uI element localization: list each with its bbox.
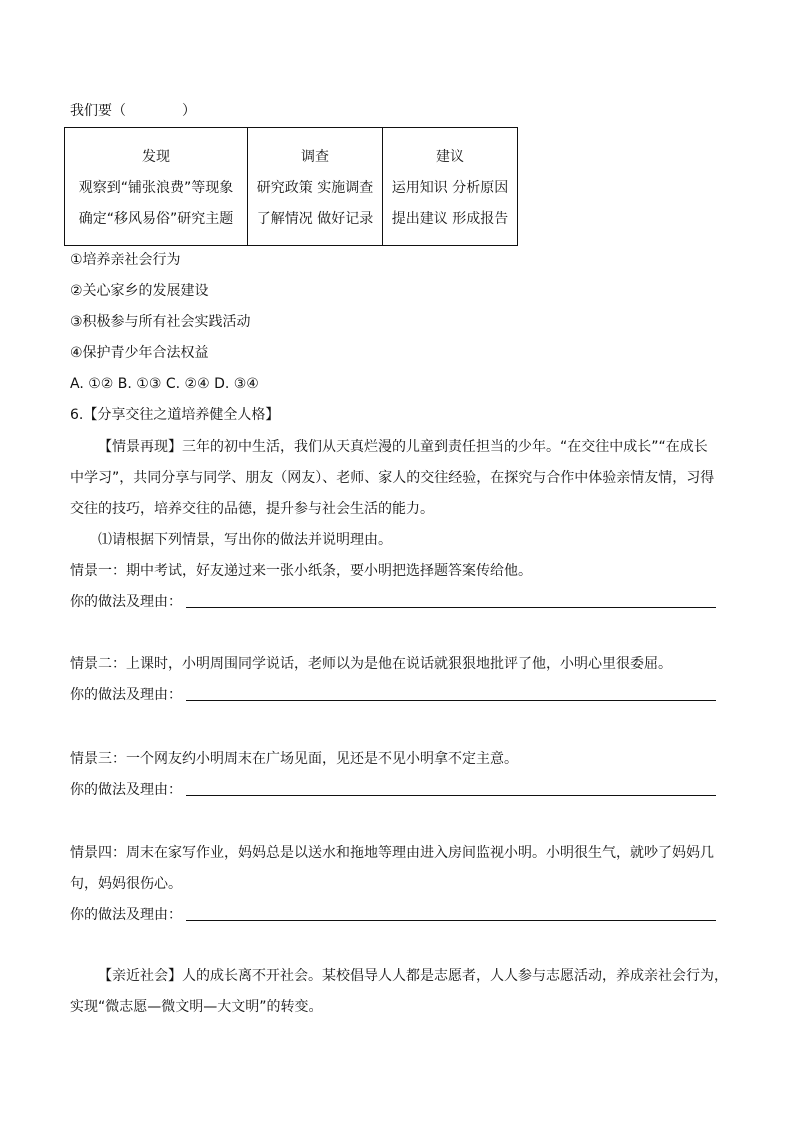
research-flow-table (64, 127, 518, 246)
table-heading: 建议 (436, 149, 464, 165)
table-cell-suggest (383, 128, 518, 246)
table-text: 研究政策 实施调查 (256, 180, 374, 196)
option-2: ②关心家乡的发展建设 (70, 283, 209, 299)
table-text: 了解情况 做好记录 (256, 211, 374, 227)
answer-label: 你的做法及理由： (70, 907, 182, 923)
answer-blank-4[interactable] (186, 920, 716, 921)
answer-label: 你的做法及理由： (70, 782, 182, 798)
table-cell-investigate (248, 128, 383, 246)
option-1: ①培养亲社会行为 (70, 252, 181, 268)
table-text: 运用知识 分析原因 (391, 180, 509, 196)
table-heading: 调查 (301, 149, 329, 165)
scenario-3: 情景三：一个网友约小明周末在广场见面，见还是不见小明拿不定主意。 (70, 751, 518, 767)
table-text: 观察到“铺张浪费”等现象 (78, 180, 234, 196)
answer-blank-3[interactable] (186, 795, 716, 796)
intro-line: 【情景再现】三年的初中生活，我们从天真烂漫的儿童到责任担当的少年。“在交往中成长”“在成长 (98, 439, 708, 455)
intro-line: 交往的技巧，培养交往的品德，提升参与社会生活的能力。 (70, 501, 434, 517)
scenario-4-cont: 句，妈妈很伤心。 (70, 876, 182, 892)
answer-choices: A. ①② B. ①③ C. ②④ D. ③④ (70, 376, 259, 392)
social-line: 实现“微志愿—微文明—大文明”的转变。 (70, 999, 323, 1015)
social-line: 【亲近社会】人的成长离不开社会。某校倡导人人都是志愿者，人人参与志愿活动，养成亲社会行为， (98, 968, 728, 984)
answer-blank-2[interactable] (186, 700, 716, 701)
scenario-1: 情景一：期中考试，好友递过来一张小纸条，要小明把选择题答案传给他。 (70, 563, 532, 579)
table-cell-discover (65, 128, 248, 246)
answer-label: 你的做法及理由： (70, 687, 182, 703)
option-4: ④保护青少年合法权益 (70, 345, 209, 361)
scenario-4: 情景四：周末在家写作业，妈妈总是以送水和拖地等理由进入房间监视小明。小明很生气，就吵了妈妈几 (70, 845, 714, 861)
scenario-2: 情景二：上课时，小明周围同学说话，老师以为是他在说话就狠狠地批评了他，小明心里很委屈。 (70, 656, 672, 672)
option-3: ③积极参与所有社会实践活动 (70, 314, 251, 330)
sub-question-1: ⑴请根据下列情景，写出你的做法并说明理由。 (98, 532, 392, 548)
answer-label: 你的做法及理由： (70, 594, 182, 610)
table-heading: 发现 (142, 149, 170, 165)
intro-line: 中学习”，共同分享与同学、朋友（网友）、老师、家人的交往经验，在探究与合作中体验亲情友情，习得 (70, 470, 715, 486)
table-text: 确定“移风易俗”研究主题 (78, 211, 234, 227)
table-text: 提出建议 形成报告 (391, 211, 509, 227)
answer-blank-1[interactable] (186, 607, 716, 608)
question-6-title: 6.【分享交往之道培养健全人格】 (70, 407, 280, 423)
question-stem: 我们要（ ） (70, 103, 196, 119)
